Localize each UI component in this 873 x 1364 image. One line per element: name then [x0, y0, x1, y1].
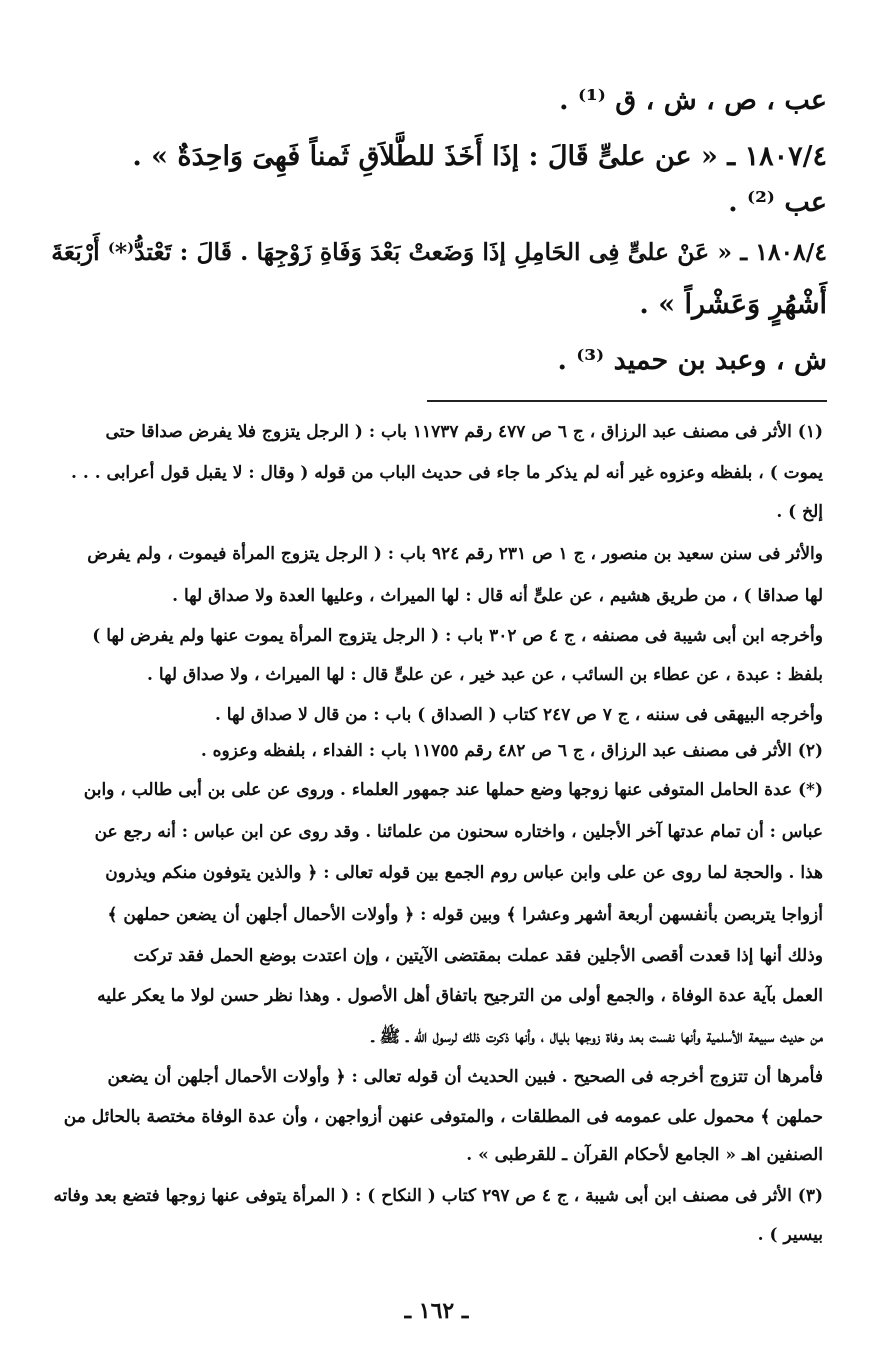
main-text-line: عب ، ص ، ش ، ق ⁽¹⁾ .	[559, 85, 827, 116]
footnote-line: (١) الأثر فى مصنف عبد الرزاق ، ج ٦ ص ٤٧٧ رقم ١١٧٣٧ باب : ( الرجل يتزوج فلا يفرض صداقا حتى	[105, 422, 823, 442]
footnote-line: الصنفين اهـ « الجامع لأحكام القرآن ـ للقرطبى » .	[466, 1145, 823, 1165]
footnote-line: (٣) الأثر فى مصنف ابن أبى شيبة ، ج ٤ ص ٢٩٧ كتاب ( النكاح ) : ( المرأة يتوفى عنها زوجها فتضع بعد وفاته	[53, 1186, 823, 1206]
main-text-line: ش ، وعبد بن حميد ⁽³⁾ .	[557, 345, 827, 376]
footnote-line: والأثر فى سنن سعيد بن منصور ، ج ١ ص ٢٣١ رقم ٩٢٤ باب : ( الرجل يتزوج المرأة فيموت ، ولم يفرض	[87, 544, 823, 564]
footnote-line: العمل بآية عدة الوفاة ، والجمع أولى من الترجيح باتفاق أهل الأصول . وهذا نظر حسن لولا ما يعكر عليه	[97, 986, 823, 1006]
page-number: ـ ١٦٢ ـ	[404, 1298, 469, 1324]
footnote-line: إلخ ) .	[776, 502, 823, 522]
main-text-line: ١٨٠٧/٤ ـ « عن علىٍّ قَالَ : إذَا أَخَذَ للطَّلاَقِ ثَمناً فَهِىَ وَاحِدَةٌ » .	[132, 141, 827, 172]
footnote-line: هذا . والحجة لما روى عن على وابن عباس روم الجمع بين قوله تعالى : ﴿ والذين يتوفون منكم ويذرون	[105, 863, 823, 883]
footnote-line: وذلك أنها إذا قعدت أقصى الأجلين فقد عملت بمقتضى الآيتين ، وإن اعتدت بوضع الحمل فقد تركت	[133, 946, 823, 966]
footnote-line: بلفظ : عبدة ، عن عطاء بن السائب ، عن عبد خير ، عن علىٍّ قال : لها الميراث ، ولا صداق لها .	[147, 665, 823, 685]
footnote-line: عباس : أن تمام عدتها آخر الأجلين ، واختاره سحنون من علمائنا . وقد روى عن ابن عباس : أنه رجع عن	[94, 822, 823, 842]
footnote-line: (٢) الأثر فى مصنف عبد الرزاق ، ج ٦ ص ٤٨٢ رقم ١١٧٥٥ باب : الفداء ، بلفظه وعزوه .	[200, 741, 823, 761]
footnote-line: وأخرجه ابن أبى شيبة فى مصنفه ، ج ٤ ص ٣٠٢ باب : ( الرجل يتزوج المرأة يموت عنها ولم يفرض لها )	[92, 626, 823, 646]
footnote-line: أزواجا يتربصن بأنفسهن أربعة أشهر وعشرا ﴾ وبين قوله : ﴿ وأولات الأحمال أجلهن أن يضعن حملهن ﴾	[107, 905, 823, 925]
footnote-line: (*) عدة الحامل المتوفى عنها زوجها وضع حملها عند جمهور العلماء . وروى عن على بن أبى طالب ، وابن	[83, 780, 823, 800]
footnote-line: فأمرها أن تتزوج أخرجه فى الصحيح . فبين الحديث أن قوله تعالى : ﴿ وأولات الأحمال أجلهن أن يضعن	[107, 1067, 823, 1087]
footnote-line: لها صداقا ) ، من طريق هشيم ، عن علىٍّ أنه قال : لها الميراث ، وعليها العدة ولا صداق لها .	[172, 586, 823, 606]
main-text-line: ١٨٠٨/٤ ـ « عَنْ علىٍّ فِى الحَامِلِ إذَا وَضَعتْ بَعْدَ وَفَاةِ زَوْجِهَا . قَالَ : تَعْتدُّ⁽*⁾ أَرْبَعَةَ	[51, 238, 827, 266]
main-text-line: عب ⁽²⁾ .	[728, 187, 827, 218]
footnote-line: من حديث سبيعة الأسلمية وأنها نفست بعد وفاة زوجها بليال ، وأنها ذكرت ذلك لرسول الله ـ ﷺ ـ	[371, 1027, 823, 1047]
footnote-line: حملهن ﴾ محمول على عمومه فى المطلقات ، والمتوفى عنهن أزواجهن ، وأن عدة الوفاة مختصة بالحائل من	[63, 1107, 823, 1127]
footnote-line: يموت ) ، بلفظه وعزوه غير أنه لم يذكر ما جاء فى حديث الباب من قوله ( وقال : لا يقبل قول أعرابى . . .	[71, 463, 823, 483]
main-text-line: أَشْهُرٍ وَعَشْراً » .	[639, 289, 827, 320]
footnote-line: وأخرجه البيهقى فى سننه ، ج ٧ ص ٢٤٧ كتاب ( الصداق ) باب : من قال لا صداق لها .	[214, 705, 823, 725]
footnote-line: بيسير ) .	[757, 1225, 823, 1245]
footnote-separator	[427, 400, 827, 402]
